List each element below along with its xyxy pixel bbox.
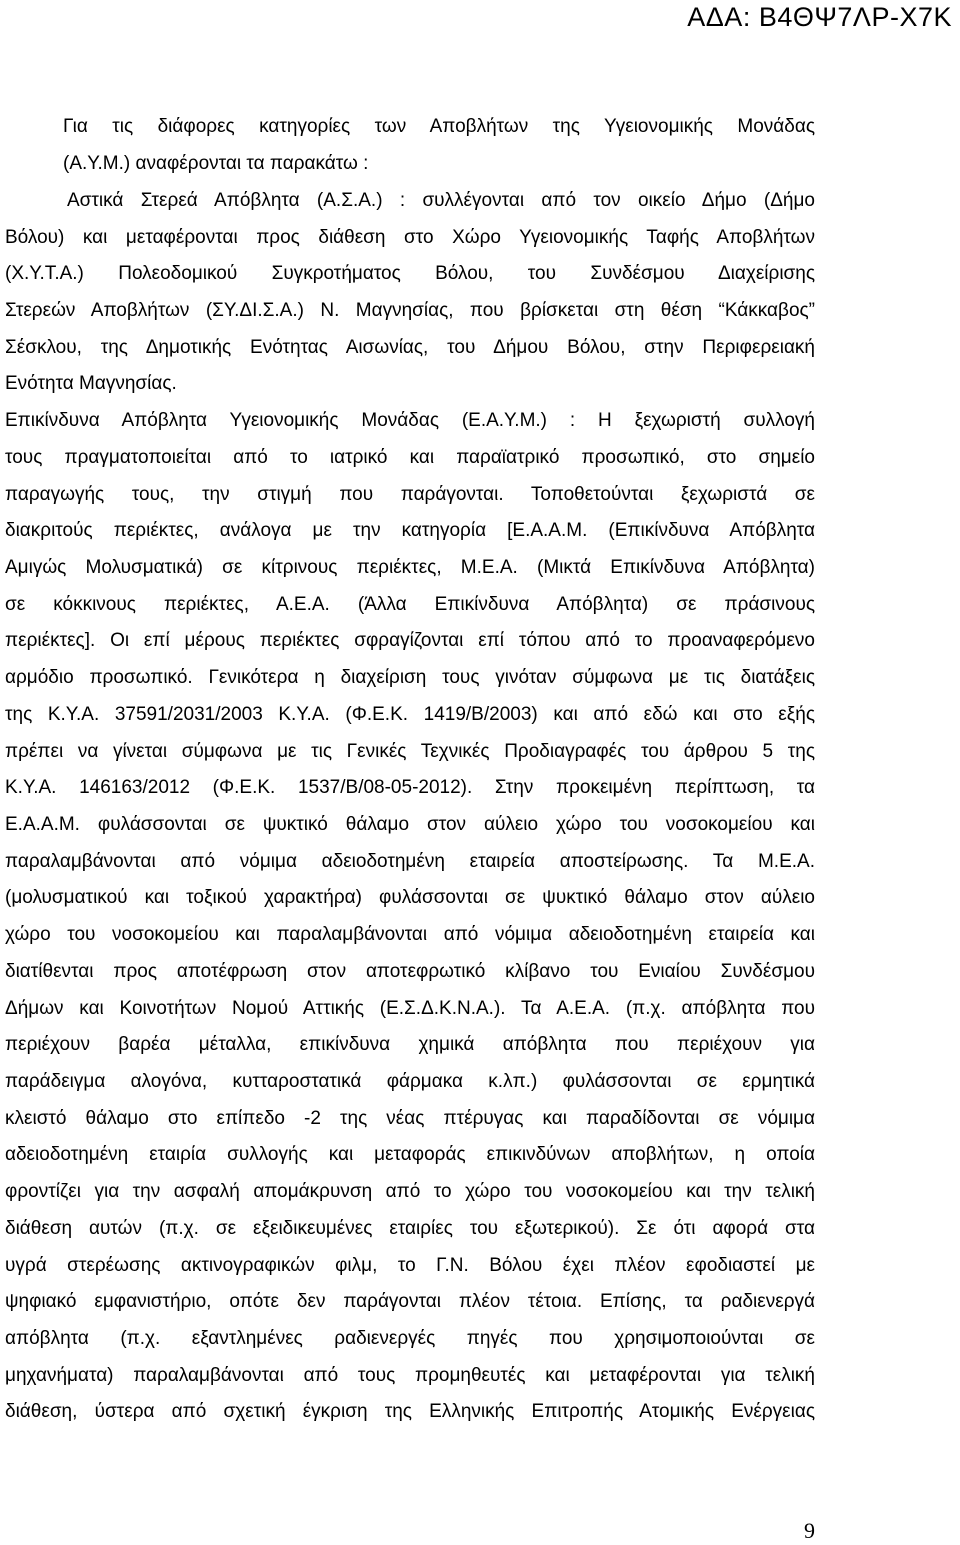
text-line: μηχανήματα) παραλαμβάνονται από τους προμηθευτές και μεταφέρονται για τελική xyxy=(5,1365,815,1386)
text-line: κλειστό θάλαμο στο επίπεδο -2 της νέας πτέρυγας και παραδίδονται σε νόμιμα xyxy=(5,1108,815,1129)
text-line: διάθεση, ύστερα από σχετική έγκριση της Ελληνικής Επιτροπής Ατομικής Ενέργειας xyxy=(5,1401,815,1422)
text-line: (μολυσματικού και τοξικού χαρακτήρα) φυλάσσονται σε ψυκτικό θάλαμο στον αύλειο xyxy=(5,887,815,908)
text-line: (Α.Υ.Μ.) αναφέρονται τα παρακάτω : xyxy=(63,153,369,174)
text-line: χώρο του νοσοκομείου και παραλαμβάνονται από νόμιμα αδειοδοτημένη εταιρεία και xyxy=(5,924,815,945)
text-line: Αστικά Στερεά Απόβλητα (Α.Σ.Α.) : συλλέγονται από τον οικείο Δήμο (Δήμο xyxy=(67,190,815,211)
text-line: φροντίζει για την ασφαλή απομάκρυνση από το χώρο του νοσοκομείου και την τελική xyxy=(5,1181,815,1202)
text-line: Βόλου) και μεταφέρονται προς διάθεση στο Χώρο Υγειονομικής Ταφής Αποβλήτων xyxy=(5,227,815,248)
text-line: Αμιγώς Μολυσματικά) σε κίτρινους περιέκτες, Μ.Ε.Α. (Μικτά Επικίνδυνα Απόβλητα) xyxy=(5,557,815,578)
text-line: τους πραγματοποιείται από το ιατρικό και παραϊατρικό προσωπικό, στο σημείο xyxy=(5,447,815,468)
text-line: Κ.Υ.Α. 146163/2012 (Φ.Ε.Κ. 1537/Β/08-05-2012). Στην προκειμένη περίπτωση, τα xyxy=(5,777,815,798)
text-line: υγρά στερέωσης ακτινογραφικών φιλμ, το Γ.Ν. Βόλου έχει πλέον εφοδιαστεί με xyxy=(5,1255,815,1276)
text-line: περιέχουν βαρέα μέταλλα, επικίνδυνα χημικά απόβλητα που περιέχουν για xyxy=(5,1034,815,1055)
text-line: διατίθενται προς αποτέφρωση στον αποτεφρωτικό κλίβανο του Ενιαίου Συνδέσμου xyxy=(5,961,815,982)
text-line: διακριτούς περιέκτες, ανάλογα με την κατηγορία [Ε.Α.Α.Μ. (Επικίνδυνα Απόβλητα xyxy=(5,520,815,541)
text-line: Ενότητα Μαγνησίας. xyxy=(5,373,177,394)
text-line: παράδειγμα αλογόνα, κυτταροστατικά φάρμακα κ.λπ.) φυλάσσονται σε ερμητικά xyxy=(5,1071,815,1092)
text-line: σε κόκκινους περιέκτες, Α.Ε.Α. (Άλλα Επικίνδυνα Απόβλητα) σε πράσινους xyxy=(5,594,815,615)
ada-identifier: ΑΔΑ: Β4ΘΨ7ΛΡ-Χ7Κ xyxy=(687,2,952,32)
text-line: πρέπει να γίνεται σύμφωνα με τις Γενικές Τεχνικές Προδιαγραφές του άρθρου 5 της xyxy=(5,741,815,762)
text-line: παραλαμβάνονται από νόμιμα αδειοδοτημένη εταιρεία αποστείρωσης. Τα Μ.Ε.Α. xyxy=(5,851,815,872)
text-line: (Χ.Υ.Τ.Α.) Πολεοδομικού Συγκροτήματος Βόλου, του Συνδέσμου Διαχείρισης xyxy=(5,263,815,284)
text-line: περιέκτες]. Οι επί μέρους περιέκτες σφραγίζονται επί τόπου από το προαναφερόμενο xyxy=(5,630,815,651)
text-line: Επικίνδυνα Απόβλητα Υγειονομικής Μονάδας (Ε.Α.Υ.Μ.) : Η ξεχωριστή συλλογή xyxy=(5,410,815,431)
text-line: της Κ.Υ.Α. 37591/2031/2003 Κ.Υ.Α. (Φ.Ε.Κ. 1419/Β/2003) και από εδώ και στο εξής xyxy=(5,704,815,725)
text-line: απόβλητα (π.χ. εξαντλημένες ραδιενεργές πηγές που χρησιμοποιούνται σε xyxy=(5,1328,815,1349)
text-line: Ε.Α.Α.Μ. φυλάσσονται σε ψυκτικό θάλαμο στον αύλειο χώρο του νοσοκομείου και xyxy=(5,814,815,835)
page-number: 9 xyxy=(804,1518,815,1543)
text-line: παραγωγής τους, την στιγμή που παράγονται. Τοποθετούνται ξεχωριστά σε xyxy=(5,484,815,505)
text-line: Δήμων και Κοινοτήτων Νομού Αττικής (Ε.Σ.Δ.Κ.Ν.Α.). Τα Α.Ε.Α. (π.χ. απόβλητα που xyxy=(5,998,815,1019)
text-line: αδειοδοτημένη εταιρία συλλογής και μεταφοράς επικινδύνων αποβλήτων, η οποία xyxy=(5,1144,815,1165)
text-line: Σέσκλου, της Δημοτικής Ενότητας Αισωνίας, του Δήμου Βόλου, στην Περιφερειακή xyxy=(5,337,815,358)
text-line: διάθεση αυτών (π.χ. σε εξειδικευμένες εταιρίες του εξωτερικού). Σε ότι αφορά στα xyxy=(5,1218,815,1239)
text-line: ψηφιακό εμφανιστήριο, οπότε δεν παράγονται πλέον τέτοια. Επίσης, τα ραδιενεργά xyxy=(5,1291,815,1312)
text-line: Στερεών Αποβλήτων (ΣΥ.ΔΙ.Σ.Α.) Ν. Μαγνησίας, που βρίσκεται στη θέση “Κάκκαβος” xyxy=(5,300,815,321)
text-line: Για τις διάφορες κατηγορίες των Αποβλήτων της Υγειονομικής Μονάδας xyxy=(63,116,815,137)
text-line: αρμόδιο προσωπικό. Γενικότερα η διαχείριση τους γινόταν σύμφωνα με τις διατάξεις xyxy=(5,667,815,688)
